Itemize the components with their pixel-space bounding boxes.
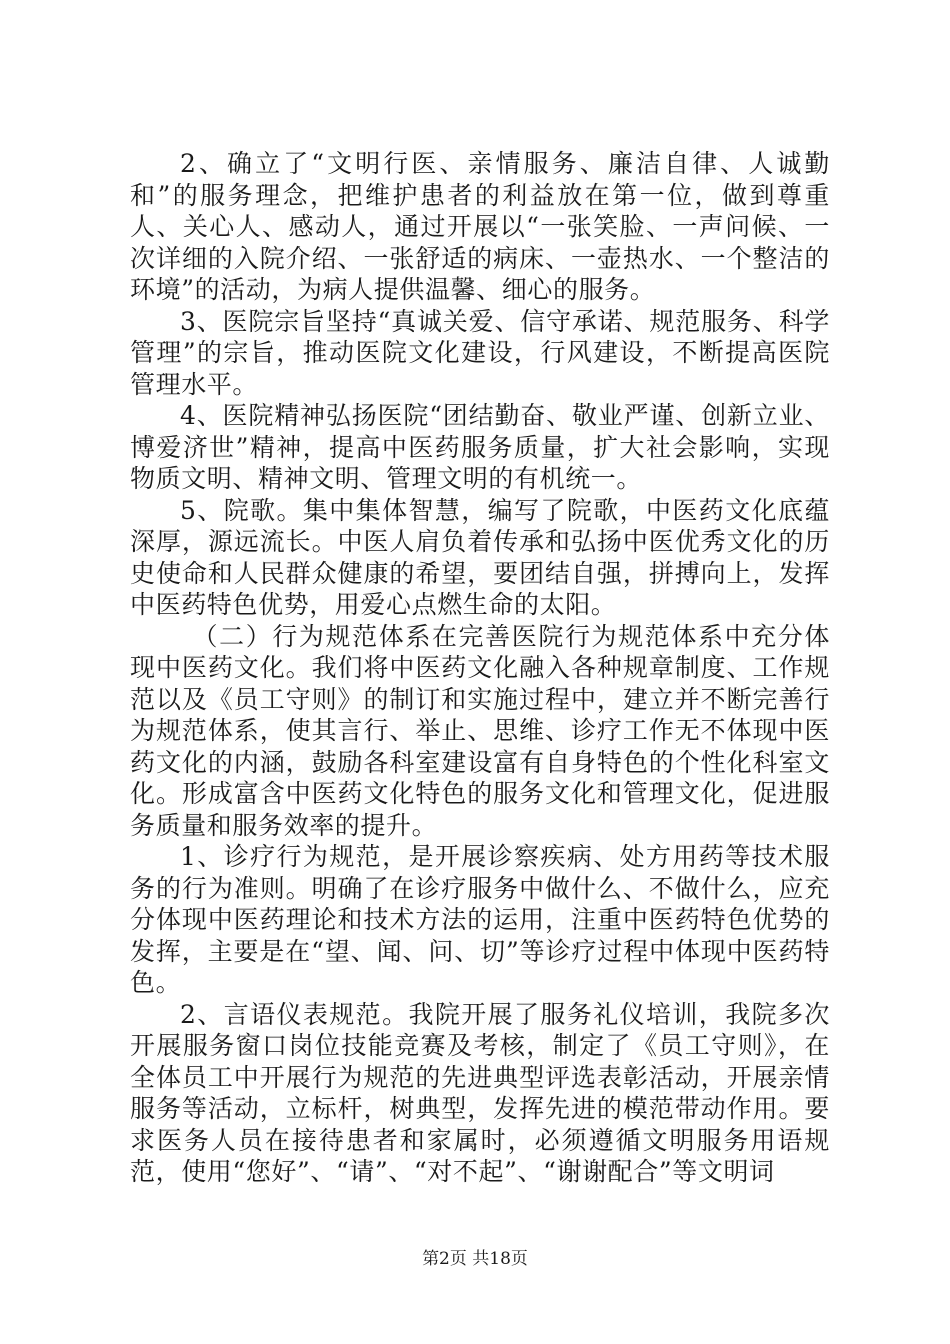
paragraph-hospital-spirit: 4、医院精神弘扬医院“团结勤奋、敬业严谨、创新立业、博爱济世”精神，提高中医药服务质量，扩大社会影响，实现物质文明、精神文明、管理文明的有机统一。 [130, 401, 830, 493]
paragraph-behavior-norms-system: （二）行为规范体系在完善医院行为规范体系中充分体现中医药文化。我们将中医药文化融入各种规章制度、工作规范以及《员工守则》的制订和实施过程中，建立并不断完善行为规范体系，使其言行、举止、思维、诊疗工作无不体现中医药文化的内涵，鼓励各科室建设富有自身特色的个性化科室文化。形成富含中医药文化特色的服务文化和管理文化，促进服务质量和服务效率的提升。 [130, 621, 830, 840]
paragraph-hospital-song: 5、院歌。集中集体智慧，编写了院歌，中医药文化底蕴深厚，源远流长。中医人肩负着传承和弘扬中医优秀文化的历史使命和人民群众健康的希望，要团结自强，拼搏向上，发挥中医药特色优势，用爱心点燃生命的太阳。 [130, 495, 830, 619]
document-body [130, 148, 830, 1188]
paragraph-speech-appearance-norms: 2、言语仪表规范。我院开展了服务礼仪培训，我院多次开展服务窗口岗位技能竞赛及考核，制定了《员工守则》，在全体员工中开展行为规范的先进典型评选表彰活动，开展亲情服务等活动，立标杆，树典型，发挥先进的模范带动作用。要求医务人员在接待患者和家属时，必须遵循文明服务用语规范，使用“您好”、“请”、“对不起”、“谢谢配合”等文明词 [130, 999, 830, 1186]
page-number-footer: 第2页 共18页 [422, 1249, 528, 1269]
paragraph-hospital-purpose: 3、医院宗旨坚持“真诚关爱、信守承诺、规范服务、科学管理”的宗旨，推动医院文化建设，行风建设，不断提高医院管理水平。 [130, 306, 830, 399]
paragraph-service-concept: 2、确立了“文明行医、亲情服务、廉洁自律、人诚勤和”的服务理念，把维护患者的利益放在第一位，做到尊重人、关心人、感动人，通过开展以“一张笑脸、一声问候、一次详细的入院介绍、一张舒适的病床、一壶热水、一个整洁的环境”的活动，为病人提供温馨、细心的服务。 [130, 149, 830, 304]
paragraph-diagnosis-norms: 1、诊疗行为规范，是开展诊察疾病、处方用药等技术服务的行为准则。明确了在诊疗服务中做什么、不做什么，应充分体现中医药理论和技术方法的运用，注重中医药特色优势的发挥，主要是在“望、闻、问、切”等诊疗过程中体现中医药特色。 [130, 842, 830, 997]
